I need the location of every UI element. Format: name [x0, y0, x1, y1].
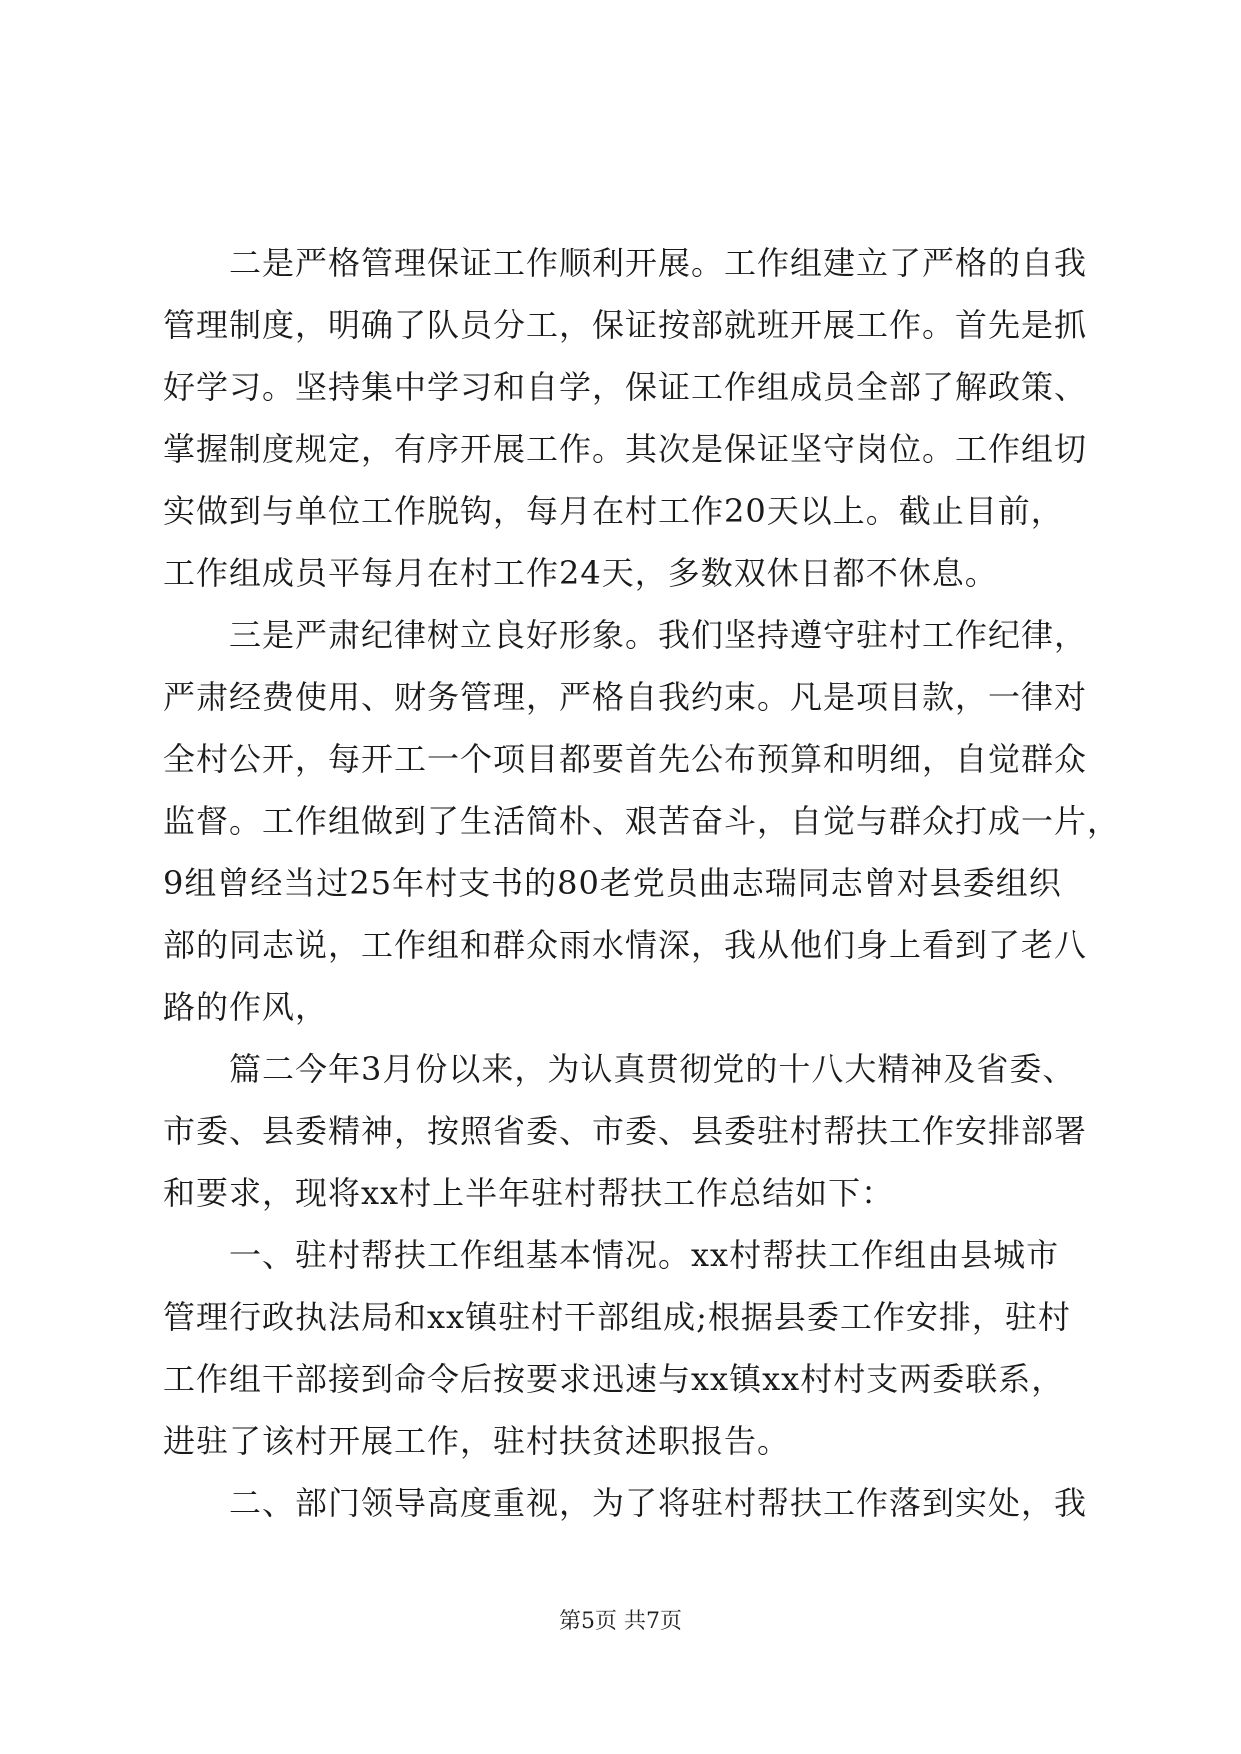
- paragraph-line: 部的同志说，工作组和群众雨水情深，我从他们身上看到了老八: [163, 926, 1088, 964]
- paragraph-line: 管理制度，明确了队员分工，保证按部就班开展工作。首先是抓: [163, 306, 1088, 344]
- page-number-footer: 第5页 共7页: [559, 1609, 682, 1634]
- paragraph-line: 进驻了该村开展工作，驻村扶贫述职报告。: [163, 1422, 791, 1460]
- paragraph-line: 工作组干部接到命令后按要求迅速与xx镇xx村村支两委联系，: [163, 1360, 1065, 1398]
- paragraph-line: 一、驻村帮扶工作组基本情况。xx村帮扶工作组由县城市: [229, 1236, 1060, 1274]
- paragraph-line: 管理行政执法局和xx镇驻村干部组成;根据县委工作安排，驻村: [163, 1298, 1071, 1336]
- paragraph-line: 全村公开，每开工一个项目都要首先公布预算和明细，自觉群众: [163, 740, 1088, 778]
- paragraph-line: 三是严肃纪律树立良好形象。我们坚持遵守驻村工作纪律，: [229, 616, 1088, 654]
- paragraph-line: 掌握制度规定，有序开展工作。其次是保证坚守岗位。工作组切: [163, 430, 1088, 468]
- body-text: [163, 232, 1121, 1534]
- paragraph-line: 工作组成员平每月在村工作24天，多数双休日都不休息。: [163, 554, 998, 592]
- paragraph-line: 路的作风，: [163, 988, 329, 1026]
- paragraph-line: 严肃经费使用、财务管理，严格自我约束。凡是项目款，一律对: [163, 678, 1088, 716]
- paragraph-line: 市委、县委精神，按照省委、市委、县委驻村帮扶工作安排部署: [163, 1112, 1088, 1150]
- paragraph-line: 好学习。坚持集中学习和自学，保证工作组成员全部了解政策、: [163, 368, 1088, 406]
- paragraph-line: 篇二今年3月份以来，为认真贯彻党的十八大精神及省委、: [229, 1050, 1076, 1088]
- paragraph-line: 监督。工作组做到了生活简朴、艰苦奋斗，自觉与群众打成一片，: [163, 802, 1121, 840]
- paragraph-line: 9组曾经当过25年村支书的80老党员曲志瑞同志曾对县委组织: [163, 864, 1062, 902]
- paragraph-line: 和要求，现将xx村上半年驻村帮扶工作总结如下：: [163, 1174, 895, 1212]
- paragraph-line: 二、部门领导高度重视，为了将驻村帮扶工作落到实处，我: [229, 1484, 1088, 1522]
- paragraph-line: 实做到与单位工作脱钩，每月在村工作20天以上。截止目前，: [163, 492, 1064, 530]
- paragraph-line: 二是严格管理保证工作顺利开展。工作组建立了严格的自我: [229, 244, 1088, 282]
